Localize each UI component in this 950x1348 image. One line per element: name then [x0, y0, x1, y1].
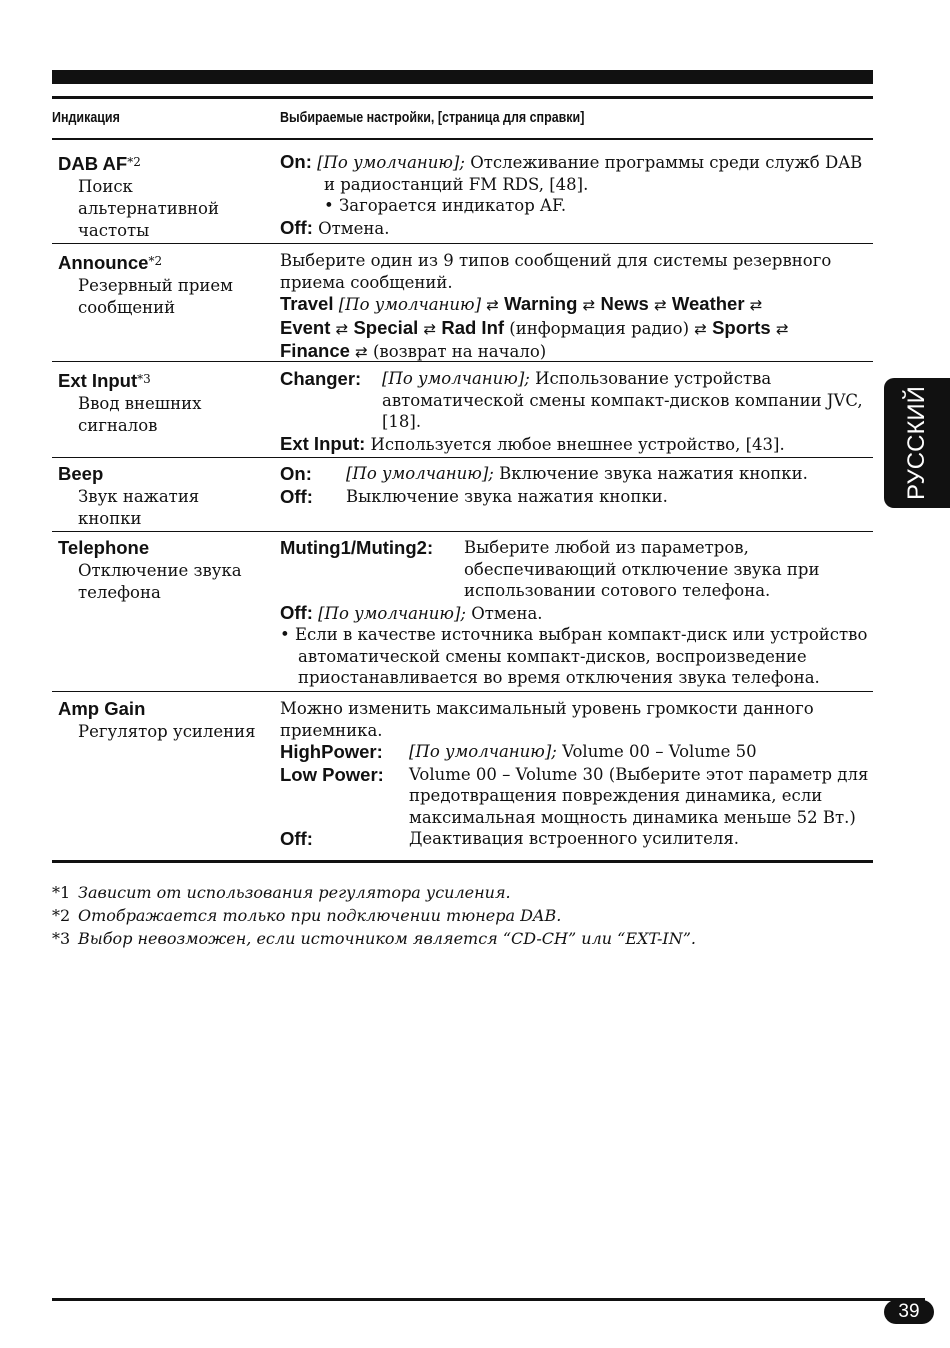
- default-note: [По умолчанию];: [346, 464, 494, 483]
- row-separator: [52, 243, 873, 244]
- item-name: Ext Input: [58, 370, 138, 391]
- option-key: Off:: [280, 485, 313, 507]
- row-label: [58, 537, 248, 604]
- item-name: Telephone: [58, 537, 150, 558]
- footnote-2: [52, 905, 561, 927]
- option-text: Включение звука нажатия кнопки.: [499, 464, 808, 483]
- footnote-mark: *3: [52, 929, 71, 948]
- option-finance: Finance: [280, 340, 350, 361]
- option-text: Volume 00 – Volume 50: [562, 742, 757, 761]
- option-text: Деактивация встроенного усилителя.: [409, 829, 739, 848]
- intro-text: Выберите один из 9 типов сообщений для системы резервного приема сообщений.: [280, 251, 832, 292]
- option-text: Отмена.: [471, 603, 543, 623]
- bullet-note: • Загорается индикатор AF.: [324, 196, 567, 215]
- option-key: Off:: [280, 216, 313, 238]
- row-separator: [52, 531, 873, 532]
- cycle-arrow-icon: ⇄: [355, 343, 368, 361]
- option-key: Off:: [280, 601, 313, 623]
- option-weather: Weather: [671, 293, 745, 314]
- cycle-arrow-icon: ⇄: [335, 319, 349, 338]
- bullet-note: • Если в качестве источника выбран компакт-диск или устройство автоматической смены компакт-дисков, воспроизведение приостанавливается во время отключения звука телефона.: [280, 625, 868, 687]
- option-key: On:: [280, 463, 312, 484]
- row-label: [58, 368, 228, 437]
- item-description: Отключение звука телефона: [78, 561, 242, 602]
- item-name: DAB AF: [58, 153, 128, 174]
- item-description: Ввод внешних сигналов: [78, 394, 202, 435]
- option-warning: Warning: [504, 293, 578, 314]
- option-text: Выберите любой из параметров, обеспечивающий отключение звука при использовании сотового телефона.: [464, 538, 820, 600]
- option-text: Использование устройства автоматической смены компакт-дисков компании JVC, [18].: [382, 369, 863, 431]
- page-number: 39: [884, 1300, 934, 1324]
- cycle-arrow-icon: ⇄: [694, 319, 707, 338]
- option-rad-inf: Rad Inf: [441, 316, 505, 338]
- item-name: Beep: [58, 463, 104, 484]
- cycle-arrow-icon: ⇄: [775, 319, 789, 338]
- cycle-arrow-icon: ⇄: [654, 296, 667, 314]
- header-top-rule: [52, 96, 873, 99]
- option-key: Low Power:: [280, 763, 384, 785]
- option-news: News: [600, 293, 649, 314]
- row-label: [58, 698, 278, 743]
- footnote-ref: *2: [127, 155, 141, 169]
- footnote-1: [52, 882, 511, 904]
- default-note: [По умолчанию]: [338, 295, 482, 314]
- item-name: Amp Gain: [58, 698, 146, 719]
- footnote-text: Выбор невозможен, если источником является “CD-CH” или “EXT-IN”.: [78, 929, 696, 948]
- row-separator: [52, 457, 873, 458]
- option-travel: Travel: [280, 293, 334, 314]
- cycle-arrow-icon: ⇄: [749, 296, 763, 314]
- default-note: [По умолчанию];: [317, 153, 465, 172]
- row-separator: [52, 361, 873, 362]
- default-note: [По умолчанию];: [409, 742, 557, 761]
- row-settings: [280, 463, 872, 508]
- cycle-arrow-icon: ⇄: [486, 296, 499, 314]
- row-separator: [52, 691, 873, 692]
- footnote-ref: *2: [148, 254, 163, 268]
- footnote-text: Зависит от использования регулятора усиления.: [78, 883, 511, 902]
- rad-inf-note: (информация радио): [509, 318, 690, 338]
- option-text: Используется любое внешнее устройство, [43].: [370, 434, 785, 454]
- footnote-mark: *2: [52, 906, 71, 925]
- option-text: Отмена.: [318, 218, 390, 238]
- language-tab-label: РУССКИЙ: [903, 386, 930, 500]
- intro-text: Можно изменить максимальный уровень громкости данного приемника.: [280, 699, 814, 740]
- row-settings: [280, 698, 872, 851]
- item-description: Резервный прием сообщений: [78, 276, 234, 317]
- option-key: On:: [280, 151, 312, 172]
- page-footer-rule: [52, 1298, 925, 1301]
- footnote-mark: *1: [52, 883, 71, 902]
- header-settings: Выбираемые настройки, [страница для справки]: [280, 110, 585, 126]
- row-settings: [280, 368, 872, 455]
- option-key: Ext Input:: [280, 432, 366, 454]
- language-tab: [884, 378, 950, 508]
- item-description: Поиск альтернативной частоты: [78, 177, 219, 240]
- row-label: [58, 151, 238, 242]
- option-sports: Sports: [712, 316, 771, 338]
- option-key: HighPower:: [280, 741, 383, 762]
- item-description: Звук нажатия кнопки: [78, 487, 200, 528]
- footnote-3: [52, 928, 696, 950]
- row-label: [58, 250, 248, 319]
- row-settings: [280, 537, 872, 689]
- option-key: Muting1/Muting2:: [280, 537, 434, 558]
- row-label: [58, 463, 218, 530]
- option-key: Changer:: [280, 368, 362, 389]
- footnote-ref: *3: [137, 372, 151, 386]
- option-key: Off:: [280, 828, 313, 849]
- footnote-text: Отображается только при подключении тюнера DAB.: [78, 906, 562, 925]
- finance-note: (возврат на начало): [373, 342, 547, 361]
- default-note: [По умолчанию];: [318, 603, 466, 623]
- option-special: Special: [353, 316, 419, 338]
- item-name: Announce: [58, 252, 149, 273]
- option-event: Event: [280, 316, 331, 338]
- header-indication: Индикация: [52, 110, 120, 126]
- option-text: Отслеживание программы среди служб DAB и радиостанций FM RDS, [48].: [324, 153, 863, 194]
- top-black-bar: [52, 70, 873, 84]
- cycle-arrow-icon: ⇄: [582, 296, 596, 314]
- table-bottom-rule: [52, 860, 873, 863]
- row-settings: [280, 151, 872, 239]
- item-description: Регулятор усиления: [78, 722, 256, 741]
- cycle-arrow-icon: ⇄: [423, 319, 437, 338]
- row-settings: [280, 250, 872, 364]
- option-text: Выключение звука нажатия кнопки.: [346, 486, 668, 506]
- option-text: Volume 00 – Volume 30 (Выберите этот параметр для предотвращения повреждения динамика, если максимальная мощность динамика меньше 52 Вт.): [409, 764, 869, 827]
- default-note: [По умолчанию];: [382, 369, 530, 388]
- header-bottom-rule: [52, 138, 873, 140]
